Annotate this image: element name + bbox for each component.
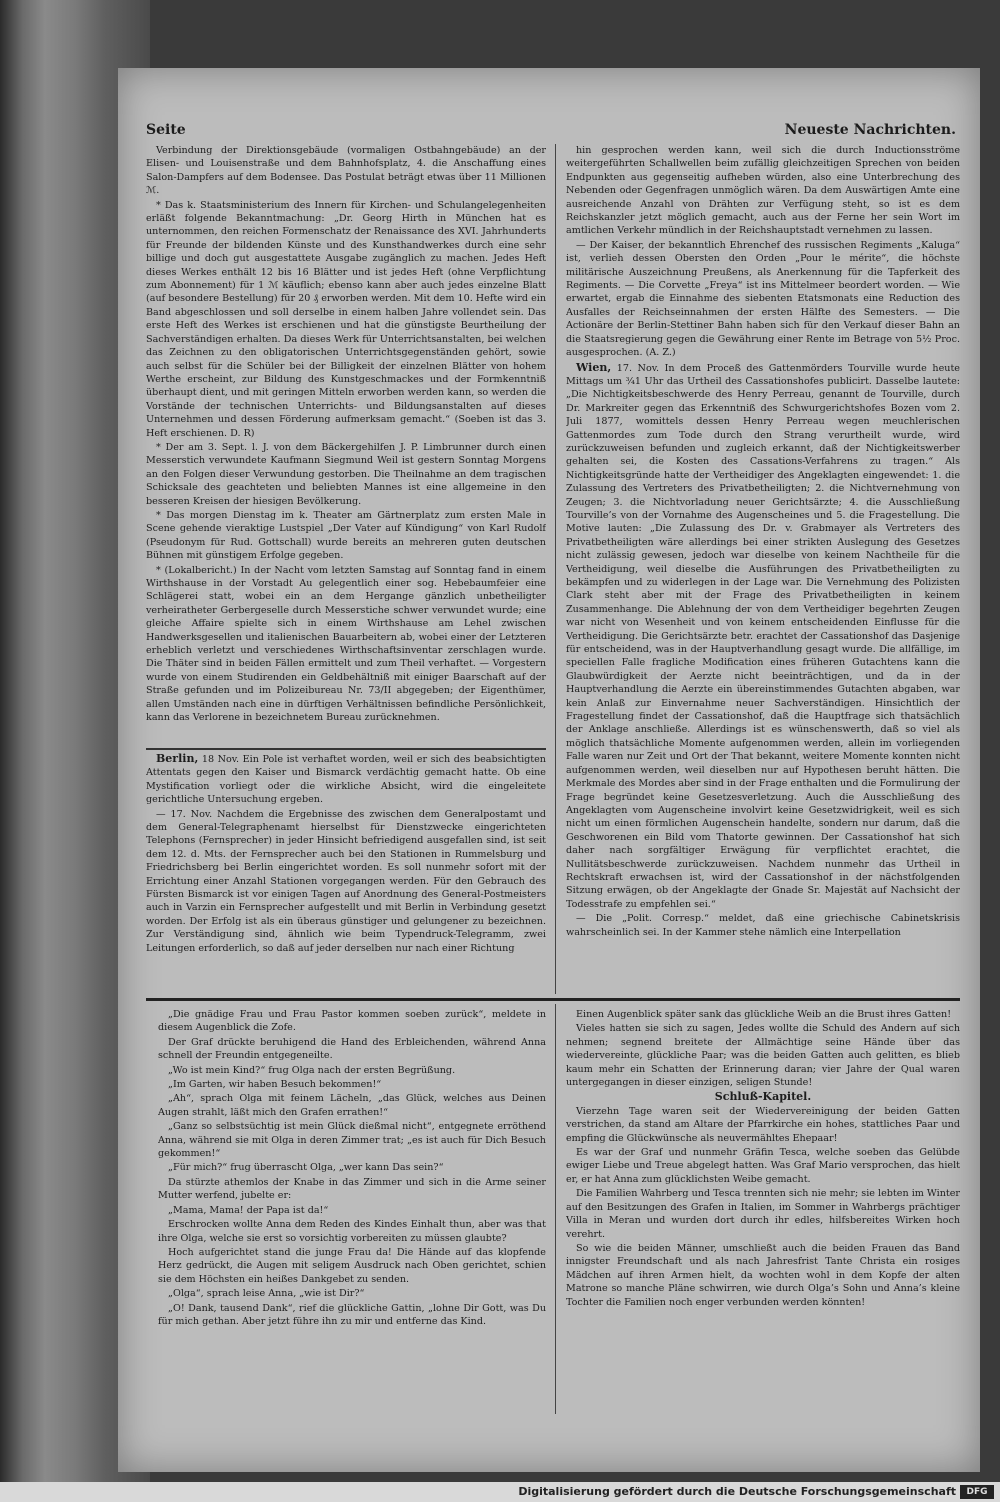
article-paragraph: — Der Kaiser, der bekanntlich Ehrenchef des russischen Regiments „Kaluga“ ist, verlieh dessen Obersten den Orden „Pour le mérite“, die höchste militärische Auszeichnung Preußens, als Anerkennung für die Tapferkeit des Regiments. — Die Corvette „Freya“ ist ins Mittelmeer beordert worden. — Wie erwartet, ergab die Einnahme des siebenten Etatsmonats eine Reduction des Ausfalles der Reichseinnahmen der ersten Hälfte des Semesters. — Die Actionäre der Berlin-Stettiner Bahn haben sich für den Verkauf dieser Bahn an die Staatsregierung gegen die Gewährung einer Rente im Betrage von 5½ Proc. ausgesprochen. (A. Z.) [566, 239, 960, 359]
feuilleton-paragraph: „Die gnädige Frau und Frau Pastor kommen soeben zurück“, meldete in diesem Augenblick die Zofe. [158, 1009, 546, 1034]
feuilleton-paragraph: Es war der Graf und nunmehr Gräfin Tesca, welche soeben das Gelübde ewiger Liebe und Treue abgelegt hatten. Was Graf Mario versprochen, das hielt er, er hat Anna zum glücklichsten Weibe gemacht. [566, 1147, 960, 1185]
article-paragraph: * Der am 3. Sept. l. J. von dem Bäckergehilfen J. P. Limbrunner durch einen Messerstich verwundete Kaufmann Siegmund Weil ist gestern Sonntag Morgens an den Folgen dieser Verwundung gestorben. Die Theilnahme an dem tragischen Schicksale des geachteten und beliebten Mannes ist eine allgemeine in den besseren Kreisen der hiesigen Bevölkerung. [146, 441, 546, 507]
dfg-logo: DFG [960, 1485, 994, 1499]
newspaper-title: Neueste Nachrichten. [784, 122, 956, 138]
chapter-heading: Schluß-Kapitel. [714, 1090, 812, 1104]
feuilleton-paragraph: „Für mich?“ frug überrascht Olga, „wer kann Das sein?“ [168, 1162, 444, 1174]
feuilleton-paragraph: „Mama, Mama! der Papa ist da!“ [168, 1204, 329, 1216]
column-left-top [146, 144, 546, 746]
page-label: Seite [146, 122, 186, 138]
dateline-berlin: Berlin, [156, 752, 199, 765]
funding-credit: Digitalisierung gefördert durch die Deutsche Forschungsgemeinschaft [518, 1485, 956, 1498]
article-paragraph: * (Lokalbericht.) In der Nacht vom letzten Samstag auf Sonntag fand in einem Wirthshause in der Vorstadt Au gelegentlich einer sog. Hebebaumfeier eine Schlägerei statt, wobei ein an dem Hergange gänzlich unbetheiligter verheiratheter Gerbergeselle durch Messerstiche schwer verwundet wurde; eine gleiche Affaire spielte sich in einem Wirthshause am Lehel zwischen Handwerksgesellen und italienischen Bauarbeitern ab, wobei einer der Letzteren erheblich verletzt und verschiedenes Wirthschaftsinventar zerschlagen wurde. Die Thäter sind in beiden Fällen ermittelt und zum Theil verhaftet. — Vorgestern wurde von einem Studirenden ein Geldbehältniß mit einiger Baarschaft auf der Straße gefunden und im Polizeibureau Nr. 73/II abgegeben; der Eigenthümer, allen Umständen nach eine in dürftigen Verhältnissen befindliche Persönlichkeit, kann das Verlorene in bezeichnetem Bureau zurücknehmen. [146, 564, 546, 724]
feuilleton-paragraph: „Im Garten, wir haben Besuch bekommen!“ [168, 1079, 382, 1091]
feuilleton-right [566, 1008, 960, 1408]
dateline-wien: Wien, [576, 360, 612, 374]
feuilleton-paragraph: „Ah“, sprach Olga mit feinem Lächeln, „das Glück, welches aus Deinen Augen strahlt, läßt mich den Grafen errathen!“ [158, 1093, 546, 1118]
article-paragraph: * Das k. Staatsministerium des Innern für Kirchen- und Schulangelegenheiten erläßt folgende Bekanntmachung: „Dr. Georg Hirth in München hat es unternommen, den reichen Formenschatz der Renaissance des XVI. Jahrhunderts für Freunde der bildenden Künste und des Kunsthandwerkes durch eine sehr billige und doch gut ausgestattete Ausgabe zugänglich zu machen. Jedes Heft dieses Werkes enthält 12 bis 16 Blätter und ist jedes Heft (ohne Verpflichtung zum Abonnement) für 1 ℳ käuflich; ebenso kann aber auch jedes einzelne Blatt (auf besondere Bestellung) für 20 ₰ erworben werden. Mit dem 10. Hefte wird ein Band abgeschlossen und soll derselbe in einem halben Jahre vollendet sein. Das erste Heft des Werkes ist erschienen und hat die günstigste Beurtheilung der Sachverständigen erhalten. Da dieses Werk für Unterrichtsanstalten, bei welchen das Zeichnen zu den obligatorischen Unterrichtsgegenständen gehört, sowie auch selbst für die Schüler bei der Billigkeit der einzelnen Blätter von hohem Werthe erscheint, zur Bildung des Kunstgeschmackes und der Formkenntniß überhaupt dient, und mit geringen Mitteln erworben werden kann, so werden die Vorstände der technischen Unterrichts- und Bildungsanstalten auf dieses Unternehmen und dessen Förderung aufmerksam gemacht.“ (Soeben ist das 3. Heft erschienen. D. R) [146, 199, 546, 439]
column-left-berlin [146, 752, 546, 994]
column-rule [555, 144, 556, 994]
feuilleton-paragraph: Vierzehn Tage waren seit der Wiedervereinigung der beiden Gatten verstrichen, da stand am Altare der Pfarrkirche ein hohes, stattliches Paar und empfing die Glückwünsche als neuvermähltes Ehepaar! [566, 1105, 960, 1144]
berlin-paragraph [146, 752, 546, 807]
wien-paragraph [566, 361, 960, 912]
article-paragraph: * Das morgen Dienstag im k. Theater am Gärtnerplatz zum ersten Male in Scene gehende vieraktige Lustspiel „Der Vater auf Kündigung“ von Karl Rudolf (Pseudonym für Rud. Gottschall) wurde bereits an mehreren guten deutschen Bühnen mit günstigem Erfolge gegeben. [146, 509, 546, 562]
feuilleton-left [158, 1008, 546, 1408]
feuilleton-paragraph: „O! Dank, tausend Dank“, rief die glückliche Gattin, „lohne Dir Gott, was Du für mich gethan. Aber jetzt führe ihn zu mir und entferne das Kind. [158, 1302, 546, 1327]
running-head [146, 122, 956, 142]
article-paragraph: — Die „Polit. Corresp.“ meldet, daß eine griechische Cabinetskrisis wahrscheinlich sei. In der Kammer stehe nämlich eine Interpellation [566, 913, 960, 938]
feuilleton-paragraph: Hoch aufgerichtet stand die junge Frau da! Die Hände auf das klopfende Herz gedrückt, die Augen mit seligem Ausdruck nach Oben gerichtet, schien sie dem Höchsten ein heißes Dankgebet zu senden. [158, 1246, 546, 1285]
article-paragraph: — 17. Nov. Nachdem die Ergebnisse des zwischen dem Generalpostamt und dem General-Telegraphenamt hierselbst für Dienstzwecke eingerichteten Telephons (Fernsprecher) in jeder Hinsicht befriedigend ausgefallen sind, ist seit dem 12. d. Mts. der Fernsprecher auch bei den Stationen in Rummelsburg und Friedrichsberg bei Berlin eingerichtet worden. Es soll nunmehr sofort mit der Errichtung einer Anzahl Stationen vorgegangen werden. Für den Gebrauch des Fürsten Bismarck ist vor einigen Tagen auf Anordnung des General-Postmeisters auch in Varzin ein Fernsprecher aufgestellt und mit Berlin in Verbindung gesetzt worden. Der Erfolg ist als ein überaus günstiger und gelungener zu bezeichnen. Zur Verständigung sind, ähnlich wie beim Typendruck-Telegramm, zwei Leitungen erforderlich, so daß auf jeder derselben nur nach einer Richtung [146, 808, 546, 954]
feuilleton-paragraph: „Ganz so selbstsüchtig ist mein Glück dießmal nicht“, entgegnete erröthend Anna, während sie mit Olga in deren Zimmer trat; „es ist auch für Dich Besuch gekommen!“ [158, 1121, 546, 1160]
feuilleton-paragraph: Erschrocken wollte Anna dem Reden des Kindes Einhalt thun, aber was that ihre Olga, welche sie erst so vorsichtig vorbereiten zu müssen glaubte? [158, 1219, 546, 1244]
feuilleton-divider [146, 998, 960, 1001]
feuilleton-column-rule [555, 1004, 556, 1414]
digitization-footer [0, 1482, 1000, 1502]
article-paragraph: Verbindung der Direktionsgebäude (vormaligen Ostbahngebäude) an der Elisen- und Louisenstraße und dem Bahnhofsplatz, 4. die Anschaffung eines Salon-Dampfers auf dem Bodensee. Das Postulat beträgt etwas über 11 Millionen ℳ. [146, 145, 546, 197]
newspaper-page [118, 68, 980, 1472]
section-divider [146, 748, 546, 750]
wien-text: 17. Nov. In dem Proceß des Gattenmörders Tourville wurde heute Mittags um ¾1 Uhr das Urtheil des Cassationshofes publicirt. Dasselbe lautete: „Die Nichtigkeitsbeschwerde des Henry Perreau, genannt de Tourville, durch Dr. Markreiter gegen das Erkenntniß des Schwurgerichtshofes Bozen vom 2. Juli 1877, womittels dessen Henry Perreau wegen meuchlerischen Gattenmordes zum Tode durch den Strang verurtheilt wurde, wird zurückzuweisen befunden und zugleich erkannt, daß der Nichtigkeitswerber gehalten sei, die Kosten des Cassations-Verfahrens zu tragen.“ Als Nichtigkeitsgründe hatte der Vertheidiger des Angeklagten eingewendet: 1. die Zulassung des Vertreters des Privatbetheiligten; 2. die Nichtvernehmung von Zeugen; 3. die Nichtvorladung neuer Gerichtsärzte; 4. die Ausschließung Tourville’s von der Vornahme des Augenscheines und 5. die Fragestellung. Die Motive lauten: „Die Zulassung des Dr. v. Grabmayer als Vertreters des Privatbetheiligten wäre allerdings bei einer strikten Auslegung des Gesetzes nicht zulässig gewesen, jedoch war dieselbe von keinem Nachtheile für die Vertheidigung, weil dieselbe die Ausführungen des Privatbetheiligten zu bekämpfen und zu widerlegen in der Lage war. Die Vernehmung des Polizisten Clark steht aber mit der Frage des Privatbetheiligten in keinem Zusammenhange. Die Ablehnung der von dem Vertheidiger begehrten Zeugen war nicht von Wesenheit und von keinem entscheidenden Einflusse für die Vertheidigung. Die Gerichtsärzte betr. erachtet der Cassationshof das Dasjenige für entscheidend, was in der Hauptverhandlung gesagt wurde. Die allfällige, im speciellen Falle fragliche Modification eines früheren Gutachtens kann die Glaubwürdigkeit der Aerzte nicht beeinträchtigen, und da in der Hauptverhandlung die Aerzte ein übereinstimmendes Gutachten abgaben, war kein Anlaß zur Einvernahme neuer Sachverständigen. Hinsichtlich der Fragestellung findet der Cassationshof, daß die Hauptfrage sich thatsächlich der Anklage anschließe. Allerdings ist es wünschenswerth, daß so viel als möglich thatsächliche Momente aufgenommen werden, allein im vorliegenden Falle waren nur Zeit und Ort der That bekannt, weitere Momente konnten nicht aufgenommen werden, weil dieselben nur auf Hypothesen beruht hätten. Die Merkmale des Mordes aber sind in der Frage enthalten und die Formulirung der Frage begründet keine Gesetzesverletzung. Auch die Ausschließung des Angeklagten vom Augenscheine involvirt keine Gesetzwidrigkeit, weil es sich nicht um einen förmlichen Augenschein handelte, sondern nur darum, daß die Geschworenen ein Bild vom Thatorte gewinnen. Der Cassationshof hat sich daher nach sorgfältiger Erwägung für verpflichtet erachtet, die Nullitätsbeschwerde zurückzuweisen. Nachdem nunmehr das Urtheil in Rechtskraft erwachsen ist, wird der Cassationshof in der nächstfolgenden Sitzung erwägen, ob der Angeklagte der Gnade Sr. Majestät auf Nachsicht der Todesstrafe zu empfehlen sei.“ [566, 362, 960, 910]
berlin-text: 18 Nov. Ein Pole ist verhaftet worden, weil er sich des beabsichtigten Attentats gegen den Kaiser und Bismarck verdächtig gemacht hatte. Ob eine Mystification vorliegt oder die wirkliche Absicht, wird die eingeleitete gerichtliche Untersuchung ergeben. [146, 754, 546, 806]
feuilleton-paragraph: „Olga“, sprach leise Anna, „wie ist Dir?“ [168, 1288, 365, 1300]
column-right-top [566, 144, 960, 994]
article-paragraph: hin gesprochen werden kann, weil sich die durch Inductionsströme weitergeführten Schallwellen beim zufällig gleichzeitigen Sprechen von beiden Endpunkten aus gegenseitig aufheben würden, also eine Unterbrechung des Nebenden oder Gegenfragen unmöglich wären. Da dem Auswärtigen Amte eine ausreichende Anzahl von Drähten zur Verfügung steht, so ist es dem Reichskanzler jetzt möglich gemacht, auch aus der Ferne her sein Wort im amtlichen Verkehr mündlich in der Reichshauptstadt vernehmen zu lassen. [566, 145, 960, 237]
feuilleton-paragraph: „Wo ist mein Kind?“ frug Olga nach der ersten Begrüßung. [168, 1064, 456, 1076]
feuilleton-paragraph: Der Graf drückte beruhigend die Hand des Erbleichenden, während Anna schnell der Freundin entgegeneilte. [158, 1036, 546, 1062]
feuilleton-paragraph: Da stürzte athemlos der Knabe in das Zimmer und sich in die Arme seiner Mutter werfend, jubelte er: [158, 1176, 546, 1202]
feuilleton-paragraph: Vieles hatten sie sich zu sagen, Jedes wollte die Schuld des Andern auf sich nehmen; segnend breitete der Allmächtige seine Hände über das wiedervereinte, glückliche Paar; was die beiden Gatten auch gelitten, es blieb kaum mehr ein Schatten der Erinnerung daran; vier Jahre der Qual waren untergegangen in dieser einzigen, seligen Stunde! [566, 1023, 960, 1089]
feuilleton-paragraph: Einen Augenblick später sank das glückliche Weib an die Brust ihres Gatten! [576, 1009, 952, 1020]
feuilleton-paragraph: Die Familien Wahrberg und Tesca trennten sich nie mehr; sie lebten im Winter auf den Besitzungen des Grafen in Italien, im Sommer in Wahrbergs prächtiger Villa in Meran und wurden dort durch ihr edles, hilfsbereites Wirken hoch verehrt. [566, 1188, 960, 1240]
feuilleton-paragraph: So wie die beiden Männer, umschließt auch die beiden Frauen das Band innigster Freundschaft und als nach Jahresfrist Tante Christa ein rosiges Mädchen auf ihren Armen hielt, da wochten wohl in dem Kopfe der alten Matrone so manche Pläne schwirren, wie durch Olga’s Sohn und Anna’s kleine Tochter die Familien noch enger verbunden werden könnten! [566, 1242, 960, 1308]
